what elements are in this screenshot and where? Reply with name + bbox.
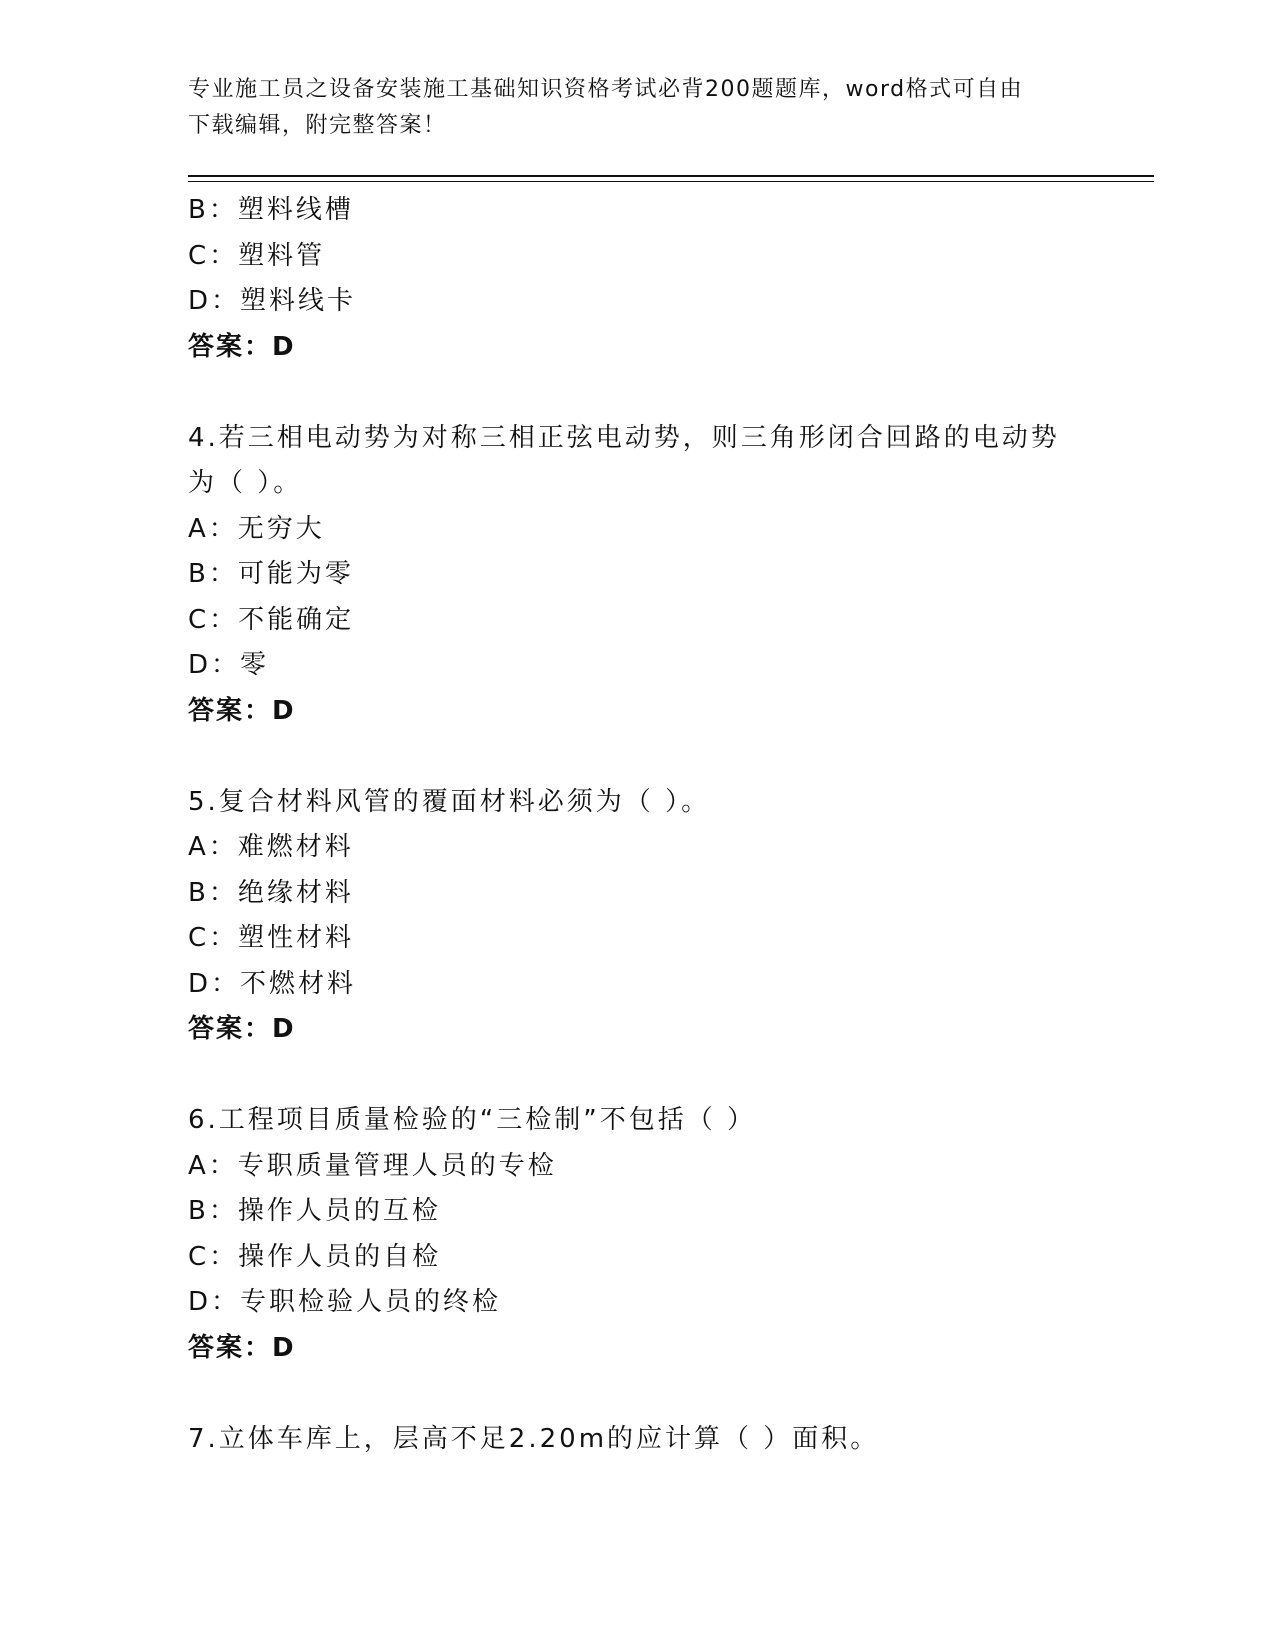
question-3-continuation [188, 188, 1108, 370]
question-7 [188, 1417, 1108, 1463]
option-c: C：塑性材料 [188, 923, 355, 953]
option-d: D：零 [188, 650, 270, 680]
option-d: D：专职检验人员的终检 [188, 1287, 502, 1317]
option-b: B：绝缘材料 [188, 877, 354, 908]
option-d: D：塑料线卡 [188, 286, 357, 316]
option-a: A：专职质量管理人员的专检 [188, 1150, 557, 1181]
question-stem-continued: 为（ ）。 [188, 468, 303, 498]
option-b: B：塑料线槽 [188, 195, 354, 225]
header-line-2: 下载编辑，附完整答案！ [188, 113, 447, 138]
answer-line: 答案：D [188, 1014, 296, 1044]
header-rule-thick [188, 175, 1154, 177]
spacer [188, 370, 1108, 416]
header-line-1: 专业施工员之设备安装施工基础知识资格考试必背200题题库，word格式可自由 [188, 77, 1024, 102]
document-body [188, 188, 1108, 1462]
question-4 [188, 416, 1108, 735]
answer-line: 答案：D [188, 1332, 296, 1363]
option-d: D：不燃材料 [188, 968, 357, 999]
header-rule-thin [188, 181, 1154, 182]
option-c: C：操作人员的自检 [188, 1241, 442, 1272]
question-stem: 7.立体车库上，层高不足2.20m的应计算（ ）面积。 [188, 1423, 880, 1454]
option-b: B：可能为零 [188, 559, 354, 589]
question-5 [188, 780, 1108, 1053]
question-stem: 6.工程项目质量检验的“三检制”不包括（ ） [188, 1105, 757, 1135]
question-6 [188, 1098, 1108, 1371]
spacer [188, 1371, 1108, 1417]
option-a: A：难燃材料 [188, 832, 354, 862]
option-b: B：操作人员的互检 [188, 1196, 441, 1226]
answer-line: 答案：D [188, 331, 296, 362]
option-c: C：塑料管 [188, 240, 326, 271]
answer-line: 答案：D [188, 695, 296, 726]
spacer [188, 1053, 1108, 1099]
question-stem: 4.若三相电动势为对称三相正弦电动势，则三角形闭合回路的电动势 [188, 422, 1060, 453]
question-stem: 5.复合材料风管的覆面材料必须为（ ）。 [188, 786, 711, 817]
document-header [188, 72, 1088, 144]
option-a: A：无穷大 [188, 513, 325, 544]
option-c: C：不能确定 [188, 604, 355, 635]
spacer [188, 734, 1108, 780]
